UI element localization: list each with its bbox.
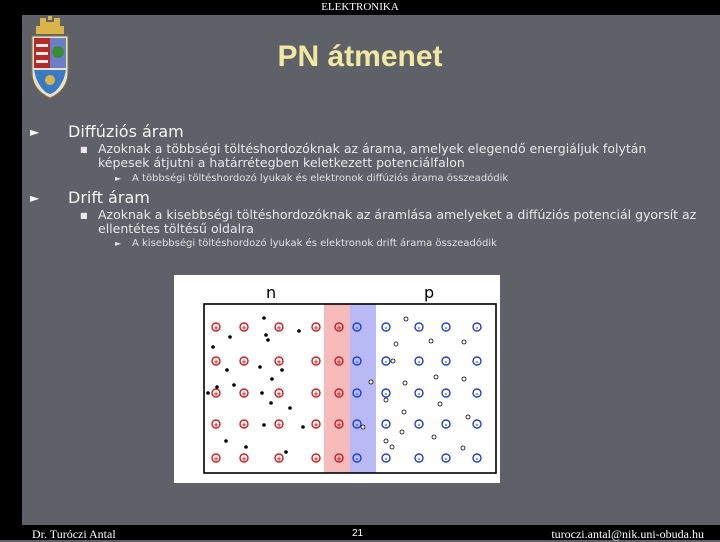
electron-carrier [244,445,248,449]
electron-carrier [224,439,228,443]
svg-text:+: + [241,358,247,366]
electron-carrier [258,365,262,369]
hole-carrier [462,340,466,344]
hole-carrier [438,402,442,406]
pn-junction-diagram [174,275,500,483]
donor-ion [212,454,220,463]
svg-text:+: + [336,358,342,366]
svg-text:-: - [444,421,448,429]
electron-carrier [260,391,264,395]
electron-carrier [206,391,210,395]
donor-ion [212,420,220,429]
acceptor-ion [442,389,450,398]
author-email: turoczi.antal@nik.uni-obuda.hu [551,527,704,541]
hole-carrier [361,425,365,429]
svg-text:+: + [213,324,219,332]
acceptor-ion [382,323,390,332]
pn-junction-svg [174,275,500,483]
svg-text:+: + [313,358,319,366]
svg-text:-: - [444,358,448,366]
acceptor-ion [473,389,481,398]
acceptor-ion [415,389,423,398]
section-subbullet [115,173,509,184]
square-bullet-icon: ■ [80,145,88,154]
hole-carrier [384,398,388,402]
svg-text:-: - [475,421,479,429]
donor-ion [275,357,283,366]
svg-text:-: - [475,358,479,366]
acceptor-ion [473,454,481,463]
donor-ion [312,420,320,429]
svg-text:-: - [384,358,388,366]
acceptor-ion [473,420,481,429]
slide-title: PN átmenet [277,40,443,73]
electron-carrier [262,423,266,427]
svg-text:+: + [241,455,247,463]
footer-bar [0,525,720,540]
hole-carrier [400,430,404,434]
electron-carrier [269,401,273,405]
svg-text:-: - [444,455,448,463]
section-subbullet [115,238,497,249]
svg-text:-: - [355,421,359,429]
svg-text:-: - [444,390,448,398]
hole-carrier [384,439,388,443]
svg-text:-: - [384,455,388,463]
arrow-bullet-icon: ► [115,174,122,183]
p-region-label: p [424,283,435,302]
electron-carrier [232,383,236,387]
svg-text:+: + [213,358,219,366]
svg-text:+: + [313,421,319,429]
acceptor-ion [442,323,450,332]
donor-ion [240,357,248,366]
donor-ion [335,389,343,398]
n-region-label: n [266,283,277,302]
svg-text:-: - [417,390,421,398]
acceptor-ion [473,323,481,332]
electron-carrier [297,329,301,333]
svg-text:-: - [417,455,421,463]
acceptor-ion [415,420,423,429]
arrow-bullet-icon: ► [30,125,40,139]
hole-carrier [369,380,373,384]
electron-carrier [301,425,305,429]
svg-text:+: + [313,324,319,332]
electron-carrier [266,338,270,342]
hole-carrier [402,410,406,414]
acceptor-ion [415,357,423,366]
svg-text:+: + [336,455,342,463]
donor-ion [275,389,283,398]
hole-carrier [391,359,395,363]
svg-text:+: + [336,324,342,332]
acceptor-ion [382,357,390,366]
electron-carrier [211,345,215,349]
svg-text:+: + [213,421,219,429]
hole-carrier [462,377,466,381]
svg-text:+: + [276,358,282,366]
svg-text:+: + [276,390,282,398]
donor-ion [312,389,320,398]
svg-text:-: - [384,390,388,398]
svg-text:-: - [475,390,479,398]
author-name: Dr. Turóczi Antal [32,527,116,541]
svg-text:+: + [241,421,247,429]
svg-text:-: - [355,390,359,398]
donor-ion [312,357,320,366]
donor-ion [335,420,343,429]
square-bullet-icon: ■ [80,211,88,220]
donor-ion [275,454,283,463]
acceptor-ion [382,454,390,463]
svg-text:-: - [417,324,421,332]
hole-carrier [466,415,470,419]
svg-text:+: + [213,390,219,398]
svg-text:-: - [417,421,421,429]
page-number: 21 [352,528,364,539]
donor-ion [240,454,248,463]
donor-ion [335,357,343,366]
svg-text:+: + [213,455,219,463]
bullet-text: Azoknak a kisebbségi töltéshordozóknak az áramlása amelyeket a diffúziós potenciál gyorsít az ellentétes töltésű oldalra [98,207,697,236]
donor-ion [240,389,248,398]
hole-carrier [432,435,436,439]
svg-text:-: - [384,421,388,429]
svg-text:-: - [475,455,479,463]
electron-carrier [288,406,292,410]
acceptor-ion [473,357,481,366]
acceptor-ion [442,454,450,463]
subbullet-text: A kisebbségi töltéshordozó lyukak és elektronok drift árama összeadódik [132,238,497,249]
hole-carrier [429,339,433,343]
bullet-text: Azoknak a többségi töltéshordozóknak az árama, amelyek elegendő energiáljuk folytán képesek átjutni a határrétegben keletkezett potenciálfalon [98,141,647,170]
donor-ion [212,323,220,332]
donor-ion [275,420,283,429]
section-heading: Diffúziós áram [68,122,184,141]
svg-text:-: - [384,324,388,332]
svg-text:+: + [313,390,319,398]
svg-text:-: - [355,358,359,366]
donor-ion [212,389,220,398]
acceptor-ion [415,454,423,463]
donor-ion [240,420,248,429]
header-bar [0,0,720,15]
hole-carrier [461,446,465,450]
donor-ion [275,323,283,332]
hole-carrier [403,381,407,385]
electron-carrier [225,368,229,372]
donor-ion [335,454,343,463]
arrow-bullet-icon: ► [115,239,122,248]
arrow-bullet-icon: ► [30,191,40,205]
svg-text:+: + [241,324,247,332]
svg-text:+: + [276,455,282,463]
svg-text:+: + [276,324,282,332]
section-bullet [80,207,698,236]
donor-ion [312,323,320,332]
svg-text:-: - [355,324,359,332]
svg-text:+: + [336,421,342,429]
donor-ion [240,323,248,332]
donor-ion [335,323,343,332]
left-sidebar-bar [0,15,22,525]
svg-text:+: + [336,390,342,398]
svg-text:-: - [355,455,359,463]
electron-carrier [264,333,268,337]
hole-carrier [404,317,408,321]
subbullet-text: A többségi töltéshordozó lyukak és elektronok diffúziós árama összeadódik [132,173,509,184]
donor-ion [312,454,320,463]
svg-text:+: + [276,421,282,429]
electron-carrier [215,385,219,389]
section-bullet [80,141,658,170]
electron-carrier [262,316,266,320]
electron-carrier [280,368,284,372]
acceptor-ion [415,323,423,332]
electron-carrier [228,335,232,339]
hole-carrier [434,375,438,379]
svg-text:-: - [444,324,448,332]
electron-carrier [270,377,274,381]
hole-carrier [390,445,394,449]
acceptor-ion [382,420,390,429]
hole-carrier [394,342,398,346]
acceptor-ion [442,420,450,429]
svg-text:+: + [241,390,247,398]
section-heading: Drift áram [68,188,150,207]
donor-ion [212,357,220,366]
svg-text:-: - [475,324,479,332]
acceptor-ion [382,389,390,398]
svg-text:-: - [417,358,421,366]
subject-label: ELEKTRONIKA [321,1,399,13]
acceptor-ion [442,357,450,366]
svg-text:+: + [313,455,319,463]
electron-carrier [284,450,288,454]
